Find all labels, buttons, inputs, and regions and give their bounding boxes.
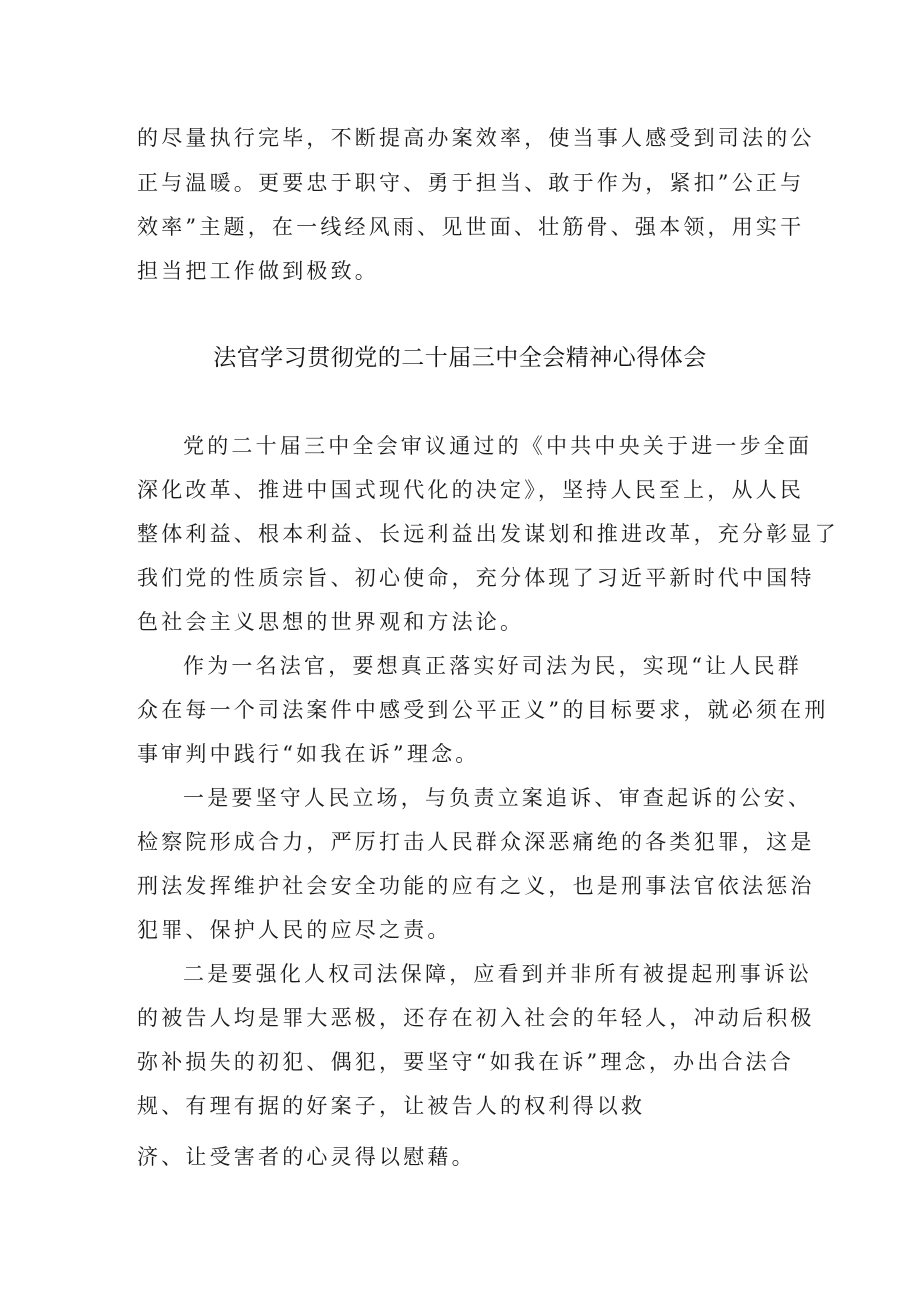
- intro-line-1: 的尽量执行完毕，不断提高办案效率，使当事人感受到司法的公: [137, 126, 815, 150]
- p1-line-1: 党的二十届三中全会审议通过的《中共中央关于进一步全面: [183, 434, 813, 458]
- p1-line-5: 色社会主义思想的世界观和方法论。: [137, 610, 525, 634]
- intro-line-2: 正与温暖。更要忠于职守、勇于担当、敢于作为，紧扣”公正与: [137, 171, 805, 195]
- p3-line-1: 一是要坚守人民立场，与负责立案追诉、审查起诉的公安、: [183, 786, 813, 810]
- p1-line-4: 我们党的性质宗旨、初心使命，充分体现了习近平新时代中国特: [137, 566, 815, 590]
- p3-line-3: 刑法发挥维护社会安全功能的应有之义，也是刑事法官依法惩治: [137, 874, 815, 898]
- p4-line-3: 弥补损失的初犯、偶犯，要坚守“如我在诉”理念，办出合法合: [137, 1050, 795, 1074]
- p4-line-5: 济、让受害者的心灵得以慰藉。: [137, 1145, 476, 1169]
- p3-line-4: 犯罪、保护人民的应尽之责。: [137, 918, 452, 942]
- p1-line-3: 整体利益、根本利益、长远利益出发谋划和推进改革，充分彰显了: [137, 522, 839, 546]
- article-title: 法官学习贯彻党的二十届三中全会精神心得体会: [213, 345, 707, 371]
- p4-line-2: 的被告人均是罪大恶极，还存在初入社会的年轻人，冲动后积极: [137, 1006, 815, 1030]
- intro-line-3: 效率”主题，在一线经风雨、见世面、壮筋骨、强本领，用实干: [137, 215, 805, 239]
- p2-line-2: 众在每一个司法案件中感受到公平正义”的目标要求，就必须在刑: [137, 698, 829, 722]
- p3-line-2: 检察院形成合力，严厉打击人民群众深恶痛绝的各类犯罪，这是: [137, 830, 815, 854]
- intro-line-4: 担当把工作做到极致。: [137, 259, 379, 283]
- p4-line-4: 规、有理有据的好案子，让被告人的权利得以救: [137, 1094, 646, 1118]
- p1-line-2: 深化改革、推进中国式现代化的决定》，坚持人民至上，从人民: [137, 478, 805, 502]
- p2-line-3: 事审判中践行“如我在诉”理念。: [137, 742, 480, 766]
- p4-line-1: 二是要强化人权司法保障，应看到并非所有被提起刑事诉讼: [183, 962, 813, 986]
- p2-line-1: 作为一名法官，要想真正落实好司法为民，实现“让人民群: [183, 654, 802, 678]
